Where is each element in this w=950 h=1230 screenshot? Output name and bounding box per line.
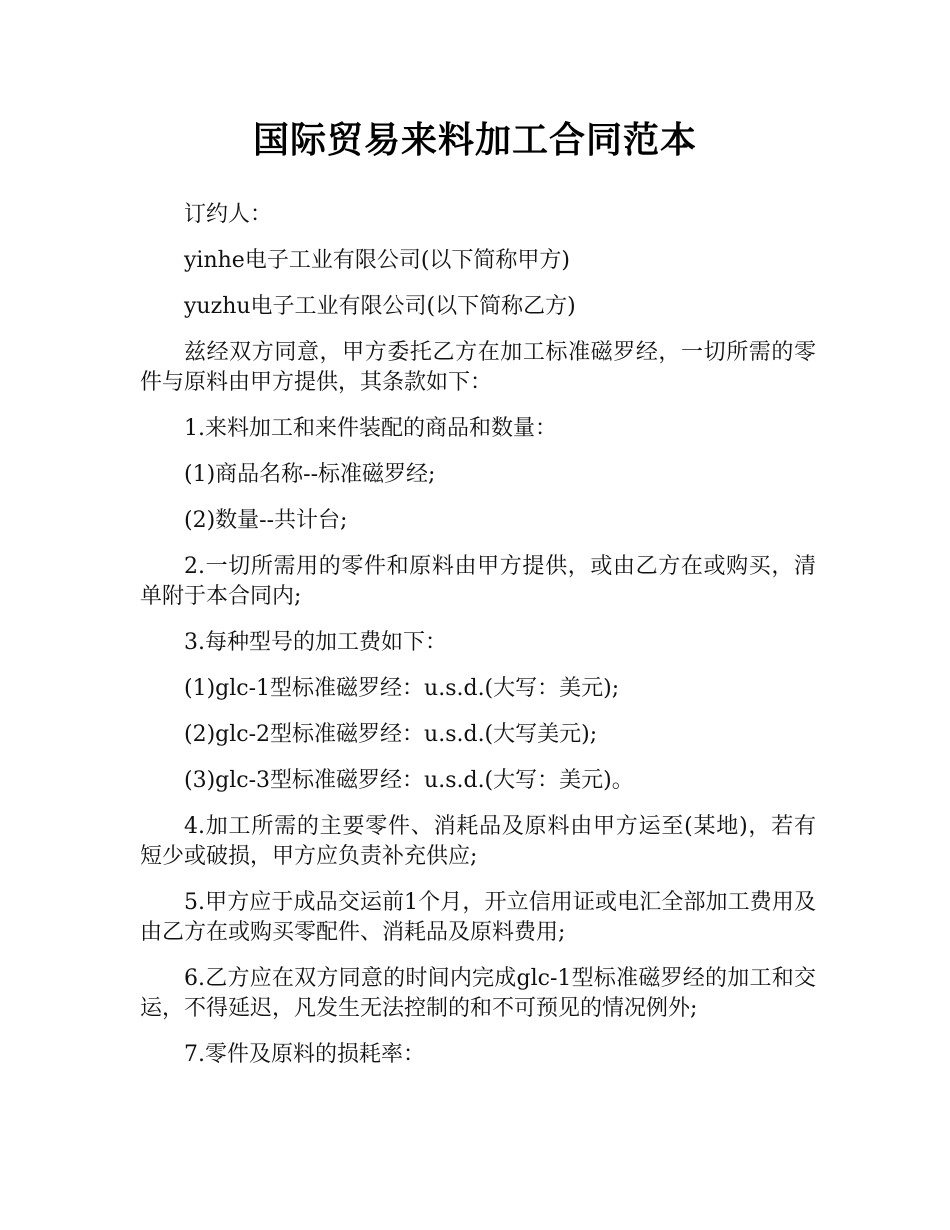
document-body (140, 200, 816, 1086)
paragraph-preamble: 兹经双方同意，甲方委托乙方在加工标准磁罗经，一切所需的零件与原料由甲方提供，其条款如下： (140, 340, 816, 395)
paragraph-party-a: yinhe电子工业有限公司(以下简称甲方) (184, 248, 570, 273)
paragraph-clause-3-item-2: (2)glc-2型标准磁罗经：u.s.d.(大写美元); (184, 722, 598, 747)
paragraph-clause-7: 7.零件及原料的损耗率： (184, 1042, 425, 1067)
paragraph-clause-4: 4.加工所需的主要零件、消耗品及原料由甲方运至(某地)，若有短少或破损，甲方应负责补充供应; (140, 814, 816, 869)
paragraph-clause-5: 5.甲方应于成品交运前1个月，开立信用证或电汇全部加工费用及由乙方在或购买零配件、消耗品及原料费用; (140, 890, 816, 945)
paragraph-clause-3: 3.每种型号的加工费如下： (184, 630, 447, 655)
paragraph-parties-heading: 订约人： (184, 202, 273, 227)
document-title: 国际贸易来料加工合同范本 (252, 120, 697, 161)
paragraph-party-b: yuzhu电子工业有限公司(以下简称乙方) (184, 294, 576, 319)
paragraph-clause-1: 1.来料加工和来件装配的商品和数量： (184, 416, 557, 441)
paragraph-clause-2: 2.一切所需用的零件和原料由甲方提供，或由乙方在或购买，清单附于本合同内; (140, 554, 816, 609)
paragraph-clause-3-item-3: (3)glc-3型标准磁罗经：u.s.d.(大写：美元)。 (184, 768, 634, 793)
paragraph-clause-6: 6.乙方应在双方同意的时间内完成glc-1型标准磁罗经的加工和交运，不得延迟，凡发生无法控制的和不可预见的情况例外; (140, 966, 816, 1021)
paragraph-clause-1-item-2: (2)数量--共计台; (184, 508, 348, 533)
paragraph-clause-3-item-1: (1)glc-1型标准磁罗经：u.s.d.(大写：美元); (184, 676, 620, 701)
paragraph-clause-1-item-1: (1)商品名称--标准磁罗经; (184, 462, 436, 487)
